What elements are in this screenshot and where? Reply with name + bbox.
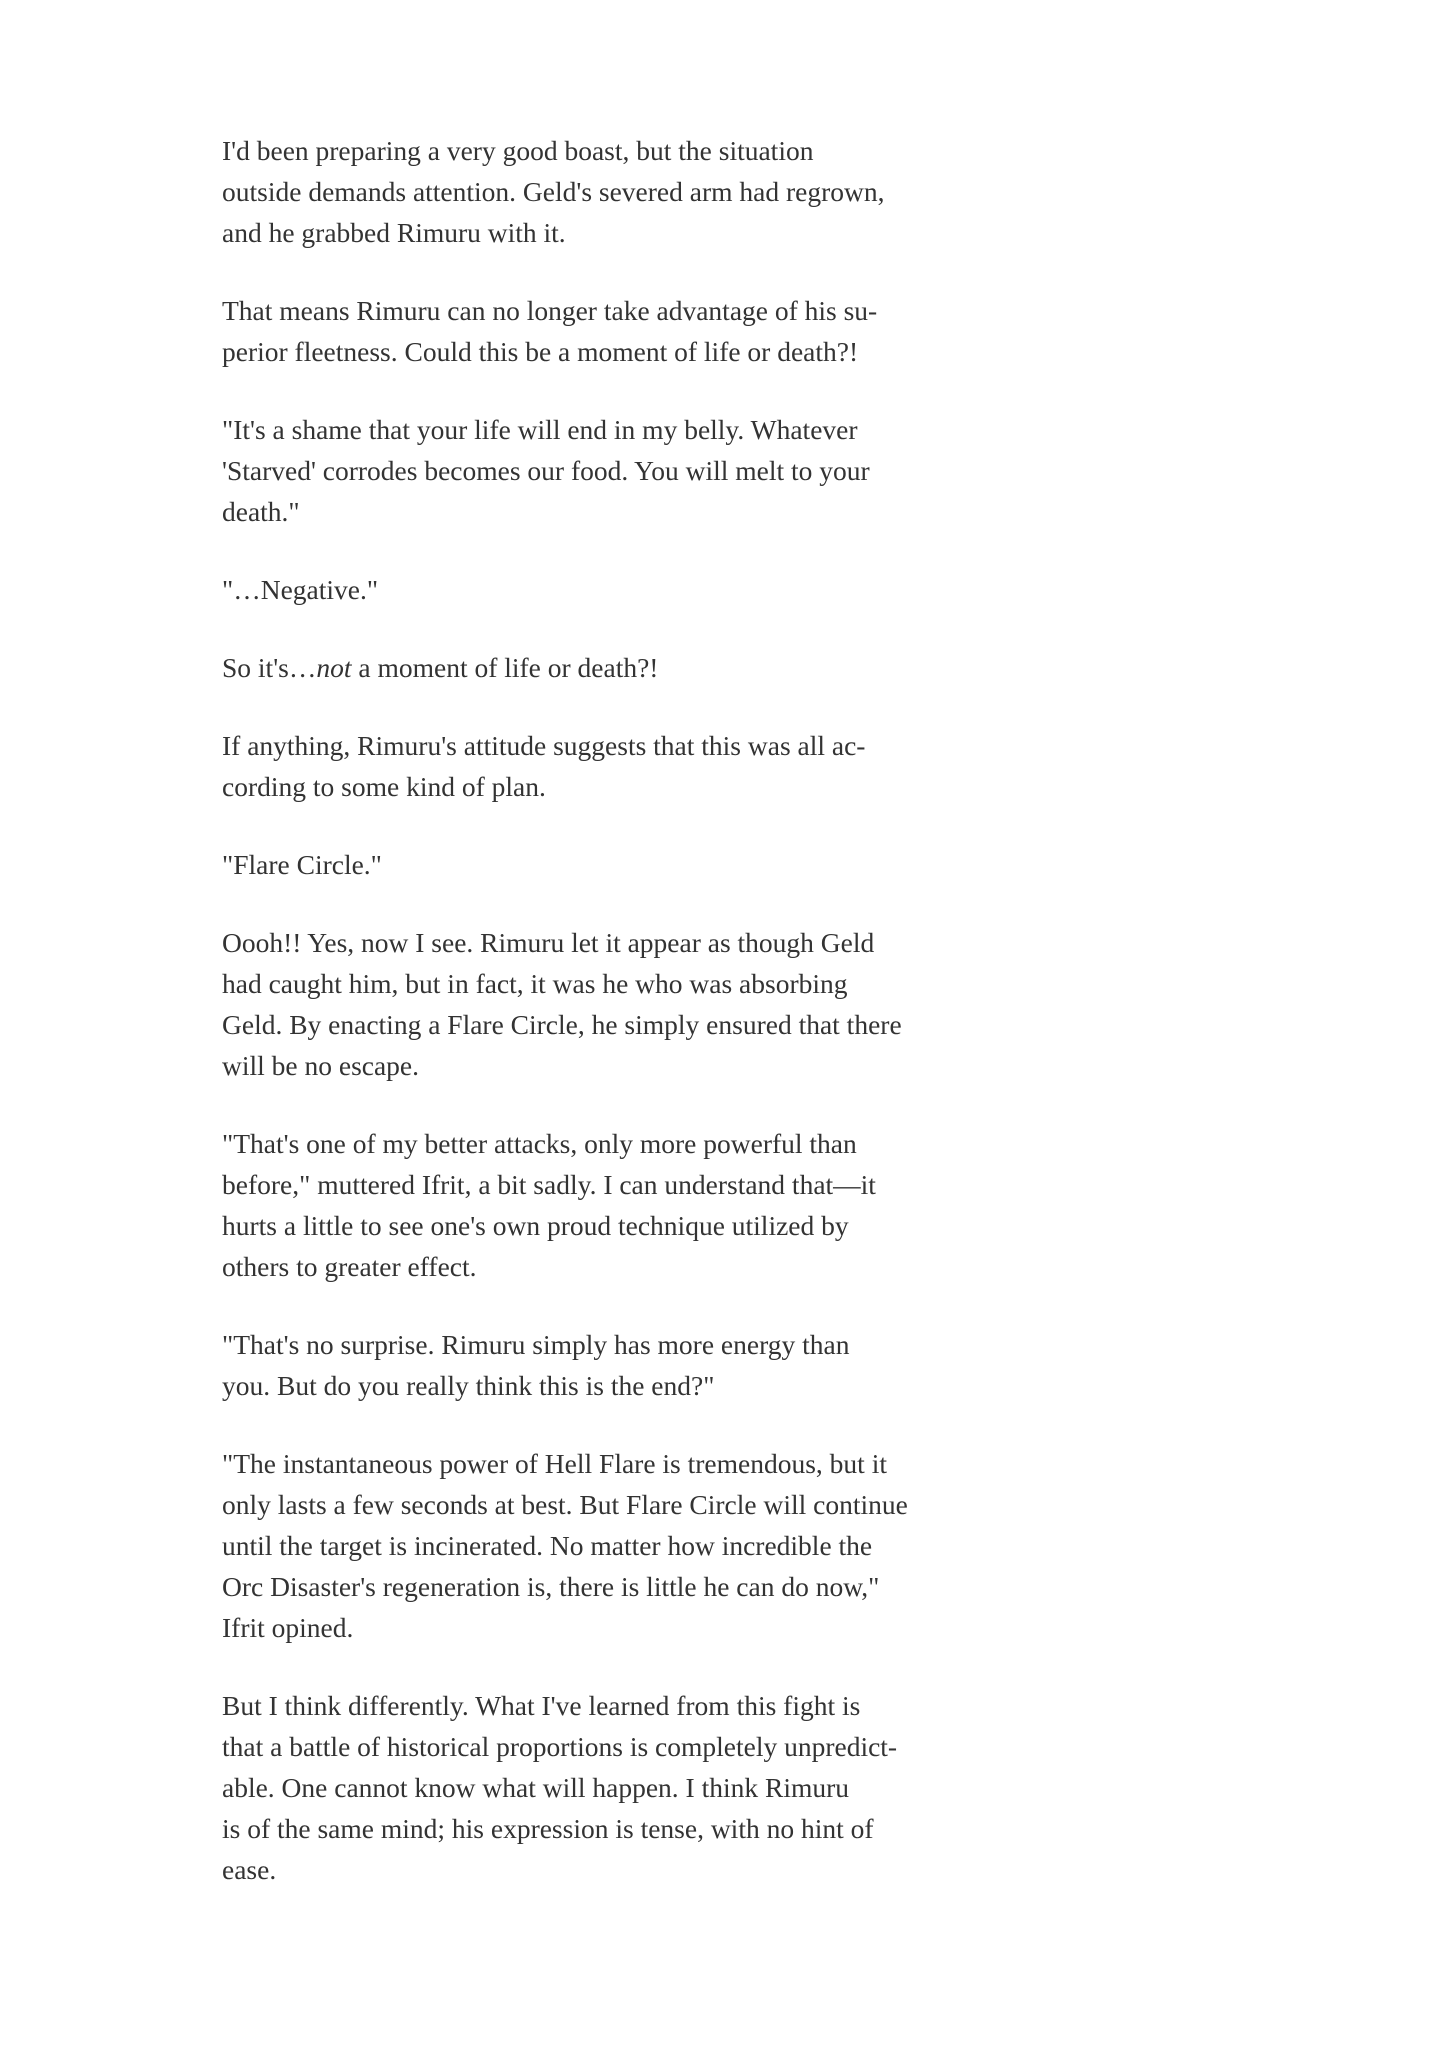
paragraph bbox=[222, 922, 902, 1086]
text-line: had caught him, but in fact, it was he who was absorbing bbox=[222, 968, 848, 999]
text-line: before," muttered Ifrit, a bit sadly. I can understand that—it bbox=[222, 1169, 876, 1200]
text-line: ease. bbox=[222, 1854, 277, 1885]
text-line: Geld. By enacting a Flare Circle, he simply ensured that there bbox=[222, 1009, 902, 1040]
text-line: perior fleetness. Could this be a moment of life or death?! bbox=[222, 336, 859, 367]
text-line: Ifrit opined. bbox=[222, 1612, 354, 1643]
text-line: death." bbox=[222, 496, 300, 527]
text-line: Oooh!! Yes, now I see. Rimuru let it appear as though Geld bbox=[222, 927, 875, 958]
text-line: outside demands attention. Geld's severed arm had regrown, bbox=[222, 176, 885, 207]
text-line: "It's a shame that your life will end in my belly. Whatever bbox=[222, 414, 858, 445]
text-line: If anything, Rimuru's attitude suggests that this was all ac- bbox=[222, 730, 866, 761]
paragraph bbox=[222, 1324, 902, 1406]
text-line: But I think differently. What I've learned from this fight is bbox=[222, 1690, 861, 1721]
text-line: until the target is incinerated. No matter how incredible the bbox=[222, 1530, 873, 1561]
text-line: is of the same mind; his expression is tense, with no hint of bbox=[222, 1813, 874, 1844]
text-line: hurts a little to see one's own proud technique utilized by bbox=[222, 1210, 849, 1241]
text-line: "…Negative." bbox=[222, 574, 379, 605]
text-line: 'Starved' corrodes becomes our food. You will melt to your bbox=[222, 455, 870, 486]
paragraph bbox=[222, 569, 902, 610]
paragraph bbox=[222, 647, 902, 688]
text-segment: So it's… bbox=[222, 652, 317, 683]
paragraph bbox=[222, 290, 902, 372]
text-line: That means Rimuru can no longer take advantage of his su- bbox=[222, 295, 878, 326]
text-line: you. But do you really think this is the end?" bbox=[222, 1370, 715, 1401]
paragraph bbox=[222, 844, 902, 885]
text-segment-italic: not bbox=[316, 652, 352, 683]
text-line: "The instantaneous power of Hell Flare is tremendous, but it bbox=[222, 1448, 887, 1479]
text-line bbox=[222, 647, 902, 688]
text-block bbox=[222, 130, 908, 1890]
paragraph bbox=[222, 1685, 902, 1890]
text-line: "That's one of my better attacks, only more powerful than bbox=[222, 1128, 857, 1159]
text-line: Orc Disaster's regeneration is, there is little he can do now," bbox=[222, 1571, 880, 1602]
text-line: will be no escape. bbox=[222, 1050, 420, 1081]
paragraph bbox=[222, 409, 902, 532]
text-line: only lasts a few seconds at best. But Flare Circle will continue bbox=[222, 1489, 908, 1520]
paragraph bbox=[222, 1443, 908, 1648]
text-line: others to greater effect. bbox=[222, 1251, 477, 1282]
text-line: I'd been preparing a very good boast, but the situation bbox=[222, 135, 814, 166]
paragraph bbox=[222, 130, 902, 253]
text-line: cording to some kind of plan. bbox=[222, 771, 546, 802]
text-segment: a moment of life or death?! bbox=[351, 652, 659, 683]
text-line: "That's no surprise. Rimuru simply has more energy than bbox=[222, 1329, 850, 1360]
paragraph bbox=[222, 1123, 902, 1287]
text-line: that a battle of historical proportions is completely unpredict- bbox=[222, 1731, 898, 1762]
paragraph bbox=[222, 725, 902, 807]
text-line: and he grabbed Rimuru with it. bbox=[222, 217, 566, 248]
text-line: "Flare Circle." bbox=[222, 849, 382, 880]
text-line: able. One cannot know what will happen. I think Rimuru bbox=[222, 1772, 850, 1803]
